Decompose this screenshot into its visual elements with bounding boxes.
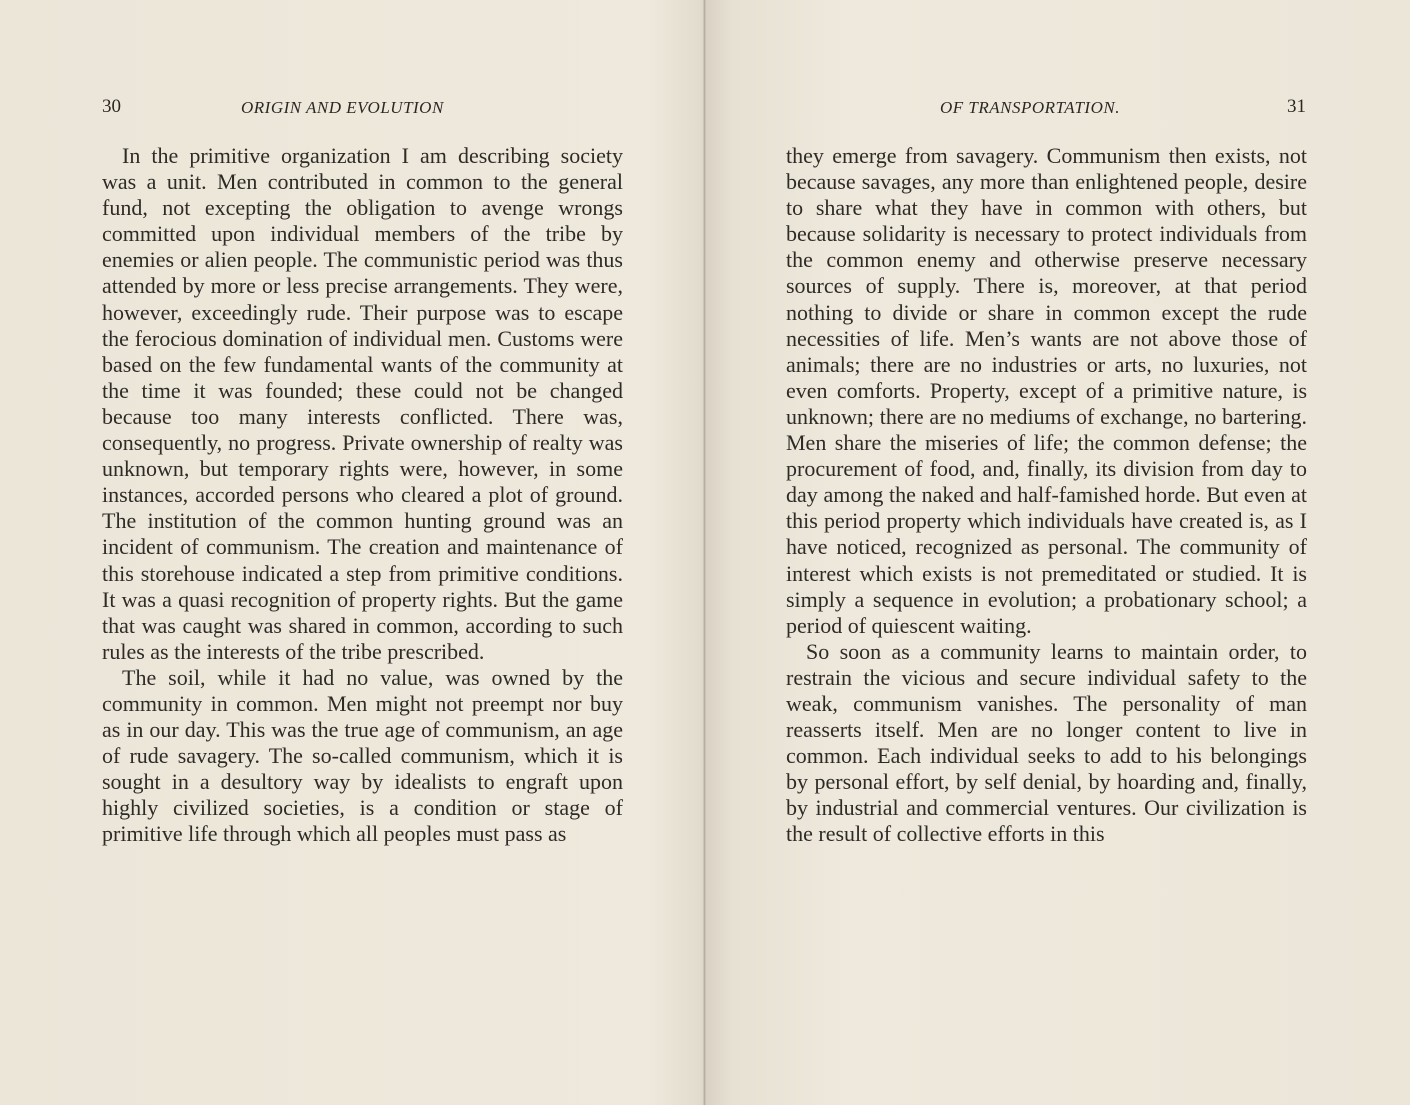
paragraph: In the primitive organization I am describing society was a unit. Men contributed in common to the general fund, not excepting the obligation to avenge wrongs committed upon individual members of the tribe by enemies or alien people. The communistic period was thus attended by more or less precise arrangements. They were, however, exceedingly rude. Their purpose was to escape the ferocious domination of individual men. Customs were based on the few fundamental wants of the community at the time it was founded; these could not be changed because too many interests conflicted. There was, consequently, no progress. Private ownership of realty was unknown, but temporary rights were, however, in some instances, accorded persons who cleared a plot of ground. The institution of the common hunting ground was an incident of communism. The creation and maintenance of this storehouse indicated a step from primitive conditions. It was a quasi recognition of property rights. But the game that was caught was shared in common, according to such rules as the interests of the tribe prescribed. bbox=[102, 143, 623, 664]
paragraph: The soil, while it had no value, was owned by the community in common. Men might not preempt nor buy as in our day. This was the true age of communism, an age of rude savagery. The so-called communism, which it is sought in a desultory way by idealists to engraft upon highly civilized societies, is a condition or stage of primitive life through which all peoples must pass as bbox=[102, 664, 623, 847]
running-head: ORIGIN AND EVOLUTION bbox=[241, 98, 444, 117]
paragraph: So soon as a community learns to maintain order, to restrain the vicious and secure individual safety to the weak, communism vanishes. The personality of man reasserts itself. Men are no longer content to live in common. Each individual seeks to add to his belongings by personal effort, by self denial, by hoarding and, finally, by industrial and commercial ventures. Our civilization is the result of collective efforts in this bbox=[786, 638, 1307, 847]
right-page bbox=[706, 0, 1410, 1105]
page-number: 30 bbox=[102, 96, 121, 117]
paragraph: they emerge from savagery. Communism then exists, not because savages, any more than enlightened people, desire to share what they have in common with others, but because solidarity is necessary to protect individuals from the common enemy and otherwise preserve necessary sources of supply. There is, moreover, at that period nothing to divide or share in common except the rude necessities of life. Men’s wants are not above those of animals; there are no industries or arts, no luxuries, not even comforts. Property, except of a primitive nature, is unknown; there are no mediums of exchange, no bartering. Men share the miseries of life; the common defense; the procurement of food, and, finally, its division from day to day among the naked and half-famished horde. But even at this period property which individuals have created is, as I have noticed, recognized as personal. The community of interest which exists is not premeditated or studied. It is simply a sequence in evolution; a probationary school; a period of quiescent waiting. bbox=[786, 143, 1307, 638]
body-text bbox=[786, 143, 1307, 848]
left-page bbox=[0, 0, 703, 1105]
running-head: OF TRANSPORTATION. bbox=[940, 98, 1120, 117]
body-text bbox=[102, 143, 623, 848]
page-number: 31 bbox=[1287, 96, 1306, 117]
